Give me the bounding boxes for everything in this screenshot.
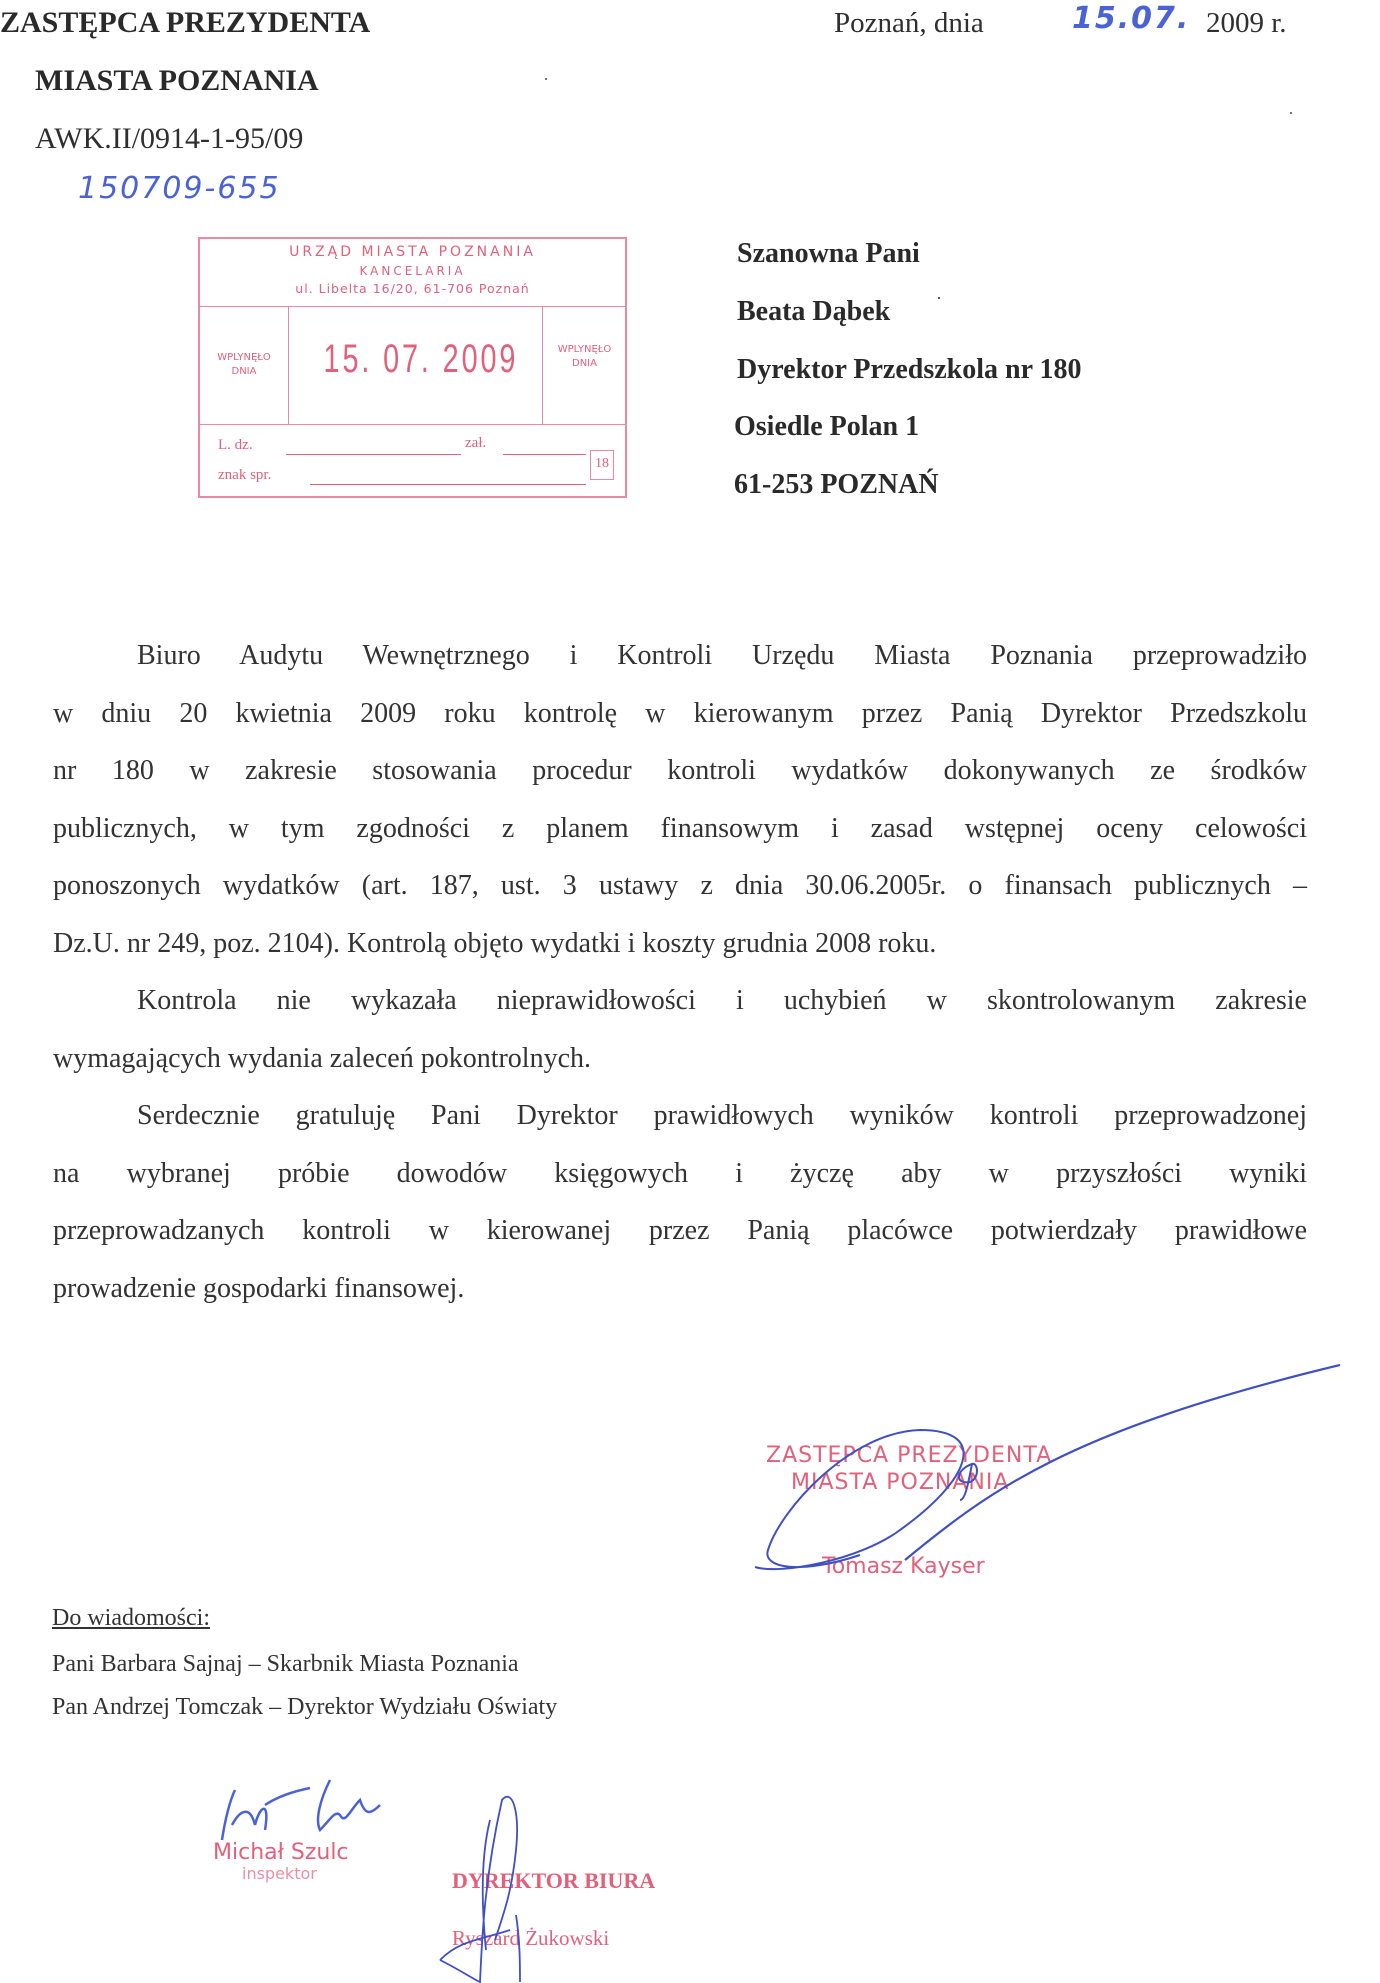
body-line: ponoszonych wydatków (art. 187, ust. 3 ustawy z dnia 30.06.2005r. o finansach publicznych –: [53, 870, 1307, 901]
stamp-received-label-right: [542, 343, 627, 371]
body-line: Serdecznie gratuluję Pani Dyrektor prawidłowych wyników kontroli przeprowadzonej: [137, 1100, 1307, 1131]
deputy-signature-stroke: [959, 1464, 977, 1500]
body-line: nr 180 w zakresie stosowania procedur kontroli wydatków dokonywanych ze środków: [53, 755, 1307, 786]
stamp-received-label-right-2: DNIA: [572, 358, 597, 369]
stamp-divider: [200, 424, 625, 425]
cc-heading: Do wiadomości:: [52, 1605, 210, 1631]
registry-stamp: [198, 237, 627, 498]
stamp-received-label-left-1: WPLYNĘŁO: [217, 352, 271, 363]
stamp-zal-blank: [503, 454, 586, 455]
body-line: Biuro Audytu Wewnętrznego i Kontroli Urzędu Miasta Poznania przeprowadziło: [137, 640, 1307, 671]
body-line: Dz.U. nr 249, poz. 2104). Kontrolą objęto wydatki i koszty grudnia 2008 roku.: [53, 928, 937, 959]
director-signature-stroke: [440, 1797, 520, 1982]
director-signature: [420, 1790, 540, 1983]
office-title-line2: MIASTA POZNANIA: [35, 64, 319, 97]
handwritten-registry-number: 150709-655: [78, 171, 281, 206]
inspector-signature: [210, 1770, 410, 1850]
recipient-street: Osiedle Polan 1: [734, 411, 920, 442]
stamp-received-date: 15. 07. 2009: [323, 337, 519, 381]
deputy-stamp-line2: MIASTA POZNANIA: [791, 1470, 1010, 1495]
stamp-ldz-blank: [286, 454, 461, 455]
inspector-title: inspektor: [242, 1864, 317, 1883]
stamp-office-name: URZĄD MIASTA POZNANIA: [289, 244, 536, 260]
body-line: przeprowadzanych kontroli w kierowanej przez Panią placówce potwierdzały prawidłowe: [53, 1215, 1307, 1246]
stamp-address: ul. Libelta 16/20, 61-706 Poznań: [295, 281, 530, 296]
stamp-department: KANCELARIA: [359, 264, 466, 278]
scan-speck: [545, 78, 547, 80]
inspector-signature-stroke: [222, 1780, 380, 1840]
body-line: prowadzenie gospodarki finansowej.: [53, 1273, 465, 1304]
recipient-name: Beata Dąbek: [737, 296, 891, 327]
date-place-label: Poznań, dnia: [834, 7, 984, 39]
recipient-title: Dyrektor Przedszkola nr 180: [737, 354, 1082, 385]
handwritten-date: 15.07.: [1072, 1, 1191, 36]
director-title: DYREKTOR BIURA: [452, 1868, 656, 1893]
stamp-zal-label: zał.: [465, 435, 487, 451]
stamp-received-label-left: [200, 351, 288, 379]
body-line: wymagających wydania zaleceń pokontrolnych.: [53, 1043, 592, 1074]
recipient-city: 61-253 POZNAŃ: [734, 469, 939, 500]
deputy-stamp-name: Tomasz Kayser: [822, 1554, 985, 1579]
stamp-case-label: znak spr.: [218, 467, 272, 483]
cc-item: Pani Barbara Sajnaj – Skarbnik Miasta Poznania: [52, 1651, 519, 1677]
scan-speck: [1290, 112, 1292, 114]
stamp-received-label-left-2: DNIA: [231, 366, 257, 377]
deputy-signature-stroke: [905, 1365, 1340, 1560]
stamp-divider: [288, 306, 289, 424]
deputy-signature: [740, 1360, 1340, 1600]
stamp-ldz-label: L. dz.: [218, 437, 253, 453]
date-year: 2009 r.: [1206, 7, 1287, 39]
body-line: Kontrola nie wykazała nieprawidłowości i uchybień w skontrolowanym zakresie: [137, 985, 1307, 1016]
body-line: w dniu 20 kwietnia 2009 roku kontrolę w kierowanym przez Panią Dyrektor Przedszkolu: [53, 698, 1307, 729]
deputy-stamp-line1: ZASTĘPCA PREZYDENTA: [766, 1443, 1053, 1468]
director-name: Ryszard Żukowski: [452, 1926, 610, 1950]
stamp-number-box: 18: [590, 450, 614, 480]
body-line: publicznych, w tym zgodności z planem finansowym i zasad wstępnej oceny celowości: [53, 813, 1307, 844]
recipient-salutation: Szanowna Pani: [737, 238, 920, 269]
stamp-case-blank: [310, 484, 586, 485]
inspector-name: Michał Szulc: [213, 1840, 349, 1865]
scan-speck: [938, 297, 940, 299]
office-title-line1: ZASTĘPCA PREZYDENTA: [0, 6, 371, 39]
reference-number: AWK.II/0914-1-95/09: [35, 122, 304, 155]
stamp-divider: [200, 306, 625, 307]
cc-item: Pan Andrzej Tomczak – Dyrektor Wydziału Oświaty: [52, 1694, 558, 1720]
stamp-received-label-right-1: WPLYNĘŁO: [557, 344, 612, 355]
body-line: na wybranej próbie dowodów księgowych i życzę aby w przyszłości wyniki: [53, 1158, 1307, 1189]
deputy-signature-stroke: [755, 1430, 964, 1569]
